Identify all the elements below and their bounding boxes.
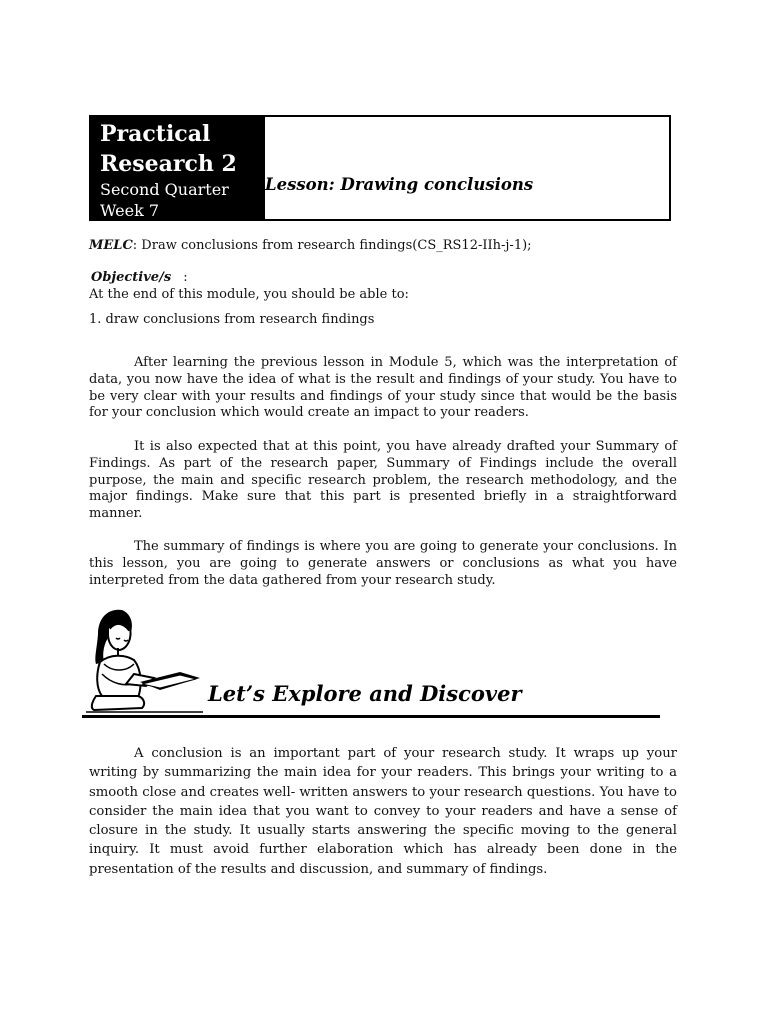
- objectives-label: Objective/s: [91, 270, 172, 285]
- quarter-label: Second Quarter: [100, 180, 229, 199]
- objectives-colon: :: [183, 270, 188, 285]
- melc-line: [89, 238, 677, 255]
- objective-item-1: 1. draw conclusions from research findings: [89, 312, 375, 327]
- section-divider: [82, 715, 660, 718]
- explore-section-title: Let’s Explore and Discover: [208, 681, 522, 706]
- lesson-header: [89, 115, 671, 221]
- girl-reading-book-icon: [82, 604, 207, 716]
- objectives-intro: At the end of this module, you should be able to:: [89, 287, 409, 302]
- melc-text: : Draw conclusions from research findings(CS_RS12-IIh-j-1);: [132, 238, 532, 253]
- objectives-heading: [89, 270, 677, 287]
- lesson-title: Lesson: Drawing conclusions: [265, 175, 534, 194]
- melc-label: MELC: [89, 238, 133, 253]
- explore-paragraph: A conclusion is an important part of your research study. It wraps up your writing by summarizing the main idea for your readers. This brings your writing to a smooth close and creates well- written answers to your research questions. You have to consider the main idea that you want to convey to your readers and have a sense of closure in the study. It usually starts answering the specific moving to the general inquiry. It must avoid further elaboration which has already been done in the presentation of the results and discussion, and summary of findings.: [89, 746, 677, 877]
- paragraph-2: It is also expected that at this point, you have already drafted your Summary of Findings. As part of the research paper, Summary of Findings include the overall purpose, the main and specific research problem, the research methodology, and the major findings. Make sure that this part is presented briefly in a straightforward manner.: [89, 439, 677, 522]
- paragraph-3: The summary of findings is where you are going to generate your conclusions. In this lesson, you are going to generate answers or conclusions as what you have interpreted from the data gathered from your research study.: [89, 539, 677, 588]
- subject-block: [91, 117, 265, 219]
- subject-line2: Research 2: [100, 151, 237, 177]
- subject-line1: Practical: [100, 121, 211, 147]
- paragraph-1: After learning the previous lesson in Module 5, which was the interpretation of data, you now have the idea of what is the result and findings of your study. You have to be very clear with your results and findings of your study since that would be the basis for your conclusion which would create an impact to your readers.: [89, 355, 677, 421]
- week-label: Week 7: [100, 201, 160, 220]
